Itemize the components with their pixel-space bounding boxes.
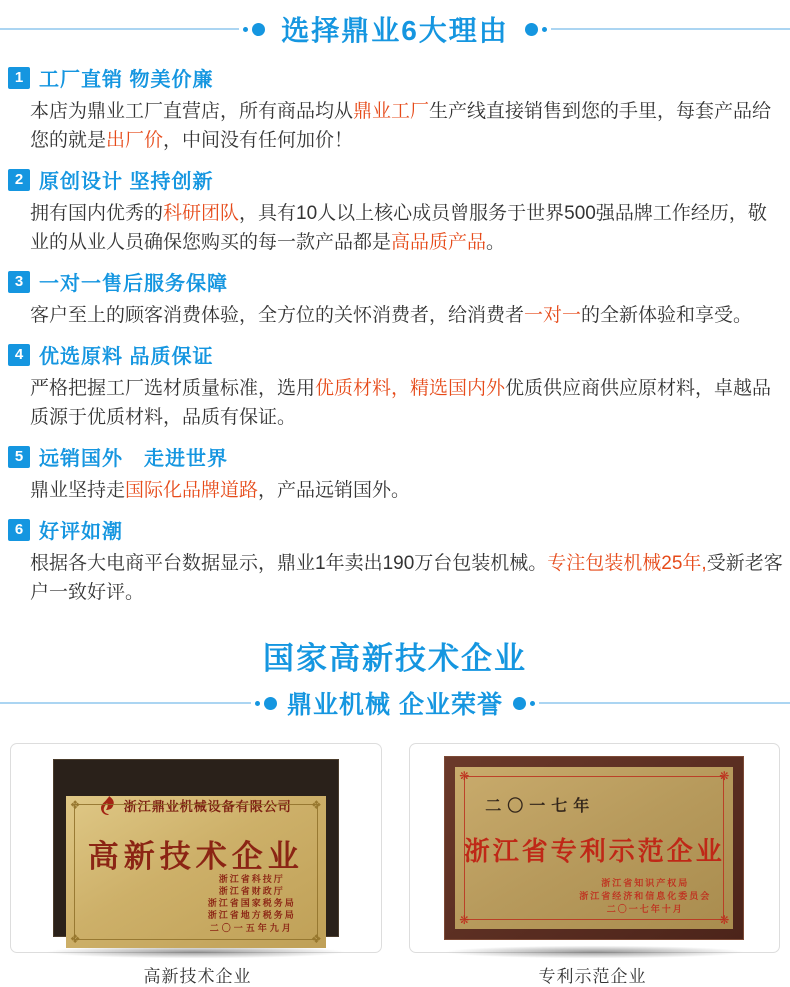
subtitle-line-left	[0, 702, 251, 704]
reason-header	[8, 340, 790, 369]
reason-header	[8, 63, 790, 92]
reason-number-badge: 1	[8, 67, 30, 89]
body-text: ，产品远销国外。	[258, 480, 411, 501]
title-line-left	[0, 28, 239, 30]
title-line-right	[551, 28, 790, 30]
certificate-cards	[0, 743, 790, 953]
reason-section	[0, 165, 790, 257]
dot-large-icon	[264, 697, 277, 710]
reason-title: 远销国外 走进世界	[39, 448, 228, 470]
reason-number-badge: 3	[8, 271, 30, 293]
issuer-line: 浙江省国家税务局	[207, 898, 296, 908]
body-text: ，中间没有任何加价！	[163, 130, 354, 151]
hitech-plaque-title: 高新技术企业	[87, 839, 304, 874]
corner-ornament-icon: ❋	[459, 769, 470, 783]
issuer-lines	[579, 877, 711, 903]
patent-plaque-frame	[444, 756, 744, 940]
body-text: 拥有国内优秀的	[30, 203, 164, 224]
hitech-issuers	[208, 873, 296, 934]
reason-header	[8, 165, 790, 194]
certificate-card-hitech	[10, 743, 382, 953]
issuer-lines	[208, 873, 296, 921]
company-logo-icon	[100, 796, 117, 815]
highlight-text: 国际化品牌道路	[125, 480, 259, 501]
hitech-plaque-face	[66, 796, 326, 948]
honors-subtitle: 鼎业机械 企业荣誉	[287, 691, 503, 719]
patent-issuers	[579, 877, 711, 916]
corner-ornament-icon: ❋	[719, 769, 730, 783]
corner-ornament-icon: ❖	[69, 798, 81, 812]
body-text: 生产线直接销售到您的手里，每套产品给您的就是	[30, 101, 772, 151]
reason-body	[30, 549, 785, 607]
body-text: 客户至上的顾客消费体验，全方位的关怀消费者，给消费者	[30, 305, 525, 326]
reason-header	[8, 442, 790, 471]
corner-ornament-icon: ❖	[69, 932, 81, 946]
reasons-list	[0, 63, 790, 607]
reason-header	[8, 515, 790, 544]
reason-section	[0, 267, 790, 330]
reason-title: 一对一售后服务保障	[39, 273, 228, 295]
certificate-captions	[0, 962, 790, 987]
body-text: 鼎业坚持走	[30, 480, 126, 501]
highlight-text: 高品质产品	[391, 232, 487, 253]
dot-small-icon	[542, 27, 547, 32]
body-text: 。	[486, 232, 506, 253]
highlight-text: 优质材料，	[315, 378, 411, 399]
honors-subtitle-row	[0, 686, 790, 720]
corner-ornament-icon: ❋	[459, 913, 470, 927]
certificate-card-patent	[409, 743, 781, 953]
hitech-date: 二〇一五年九月	[209, 923, 294, 933]
reason-body	[30, 374, 785, 432]
patent-year: 二〇一七年	[485, 798, 596, 815]
company-row	[66, 796, 326, 815]
issuer-line: 浙江省科技厅	[218, 874, 285, 884]
reason-body	[30, 97, 785, 155]
highlight-text: 鼎业工厂	[353, 101, 430, 122]
body-text: 优质供应商供应原材料，卓越品质源于优质材料，品质有保证。	[30, 378, 772, 428]
reason-section	[0, 63, 790, 155]
reason-section	[0, 442, 790, 505]
corner-ornament-icon: ❖	[310, 798, 322, 812]
corner-ornament-icon: ❋	[719, 913, 730, 927]
page-title-row	[0, 10, 790, 48]
page-title: 选择鼎业6大理由	[281, 15, 509, 46]
reason-body	[30, 476, 785, 505]
reason-section	[0, 515, 790, 607]
reason-number-badge: 5	[8, 446, 30, 468]
dot-small-icon	[255, 701, 260, 706]
patent-date: 二〇一七年十月	[606, 904, 684, 914]
highlight-text: 出厂价	[106, 130, 164, 151]
company-name: 浙江鼎业机械设备有限公司	[123, 799, 292, 814]
reason-title: 优选原料 品质保证	[39, 346, 214, 368]
issuer-line: 浙江省经济和信息化委员会	[579, 891, 712, 901]
body-text: 本店为鼎业工厂直营店，所有商品均从	[30, 101, 354, 122]
dot-small-icon	[530, 701, 535, 706]
highlight-text: 科研团队	[163, 203, 240, 224]
highlight-text: 专注包装机械25年,	[547, 553, 707, 574]
patent-plaque-title: 浙江省专利示范企业	[463, 836, 725, 866]
body-text: ，具有10人以上核心成员曾服务于世界500强品牌工作经历，敬业的从业人员确保您购买的每一款产品都是	[30, 203, 767, 253]
body-text: 严格把握工厂选材质量标准，选用	[30, 378, 316, 399]
body-text: 的全新体验和享受。	[581, 305, 753, 326]
reason-title: 好评如潮	[39, 521, 123, 543]
reason-header	[8, 267, 790, 296]
reason-title: 工厂直销 物美价廉	[39, 69, 214, 91]
highlight-text: 精选国内外	[410, 378, 506, 399]
reason-number-badge: 2	[8, 169, 30, 191]
reason-body	[30, 301, 785, 330]
highlight-text: 一对一	[524, 305, 582, 326]
patent-plaque-face	[455, 767, 733, 929]
dot-large-icon	[513, 697, 526, 710]
corner-ornament-icon: ❖	[310, 932, 322, 946]
reason-number-badge: 4	[8, 344, 30, 366]
body-text: 受新老客户一致好评。	[30, 553, 783, 603]
subtitle-line-right	[539, 702, 790, 704]
caption-patent: 专利示范企业	[538, 967, 647, 986]
reason-number-badge: 6	[8, 519, 30, 541]
dot-large-icon	[525, 23, 538, 36]
dot-large-icon	[252, 23, 265, 36]
issuer-line: 浙江省财政厅	[218, 886, 285, 896]
issuer-line: 浙江省知识产权局	[601, 878, 690, 888]
dot-small-icon	[243, 27, 248, 32]
caption-hitech: 高新技术企业	[143, 967, 252, 986]
issuer-line: 浙江省地方税务局	[207, 910, 296, 920]
reason-section	[0, 340, 790, 432]
hitech-plaque-frame	[53, 759, 339, 946]
reason-body	[30, 199, 785, 257]
body-text: 根据各大电商平台数据显示，鼎业1年卖出190万台包装机械。	[30, 553, 548, 574]
honors-title: 国家高新技术企业	[263, 641, 527, 676]
reason-title: 原创设计 坚持创新	[39, 171, 214, 193]
